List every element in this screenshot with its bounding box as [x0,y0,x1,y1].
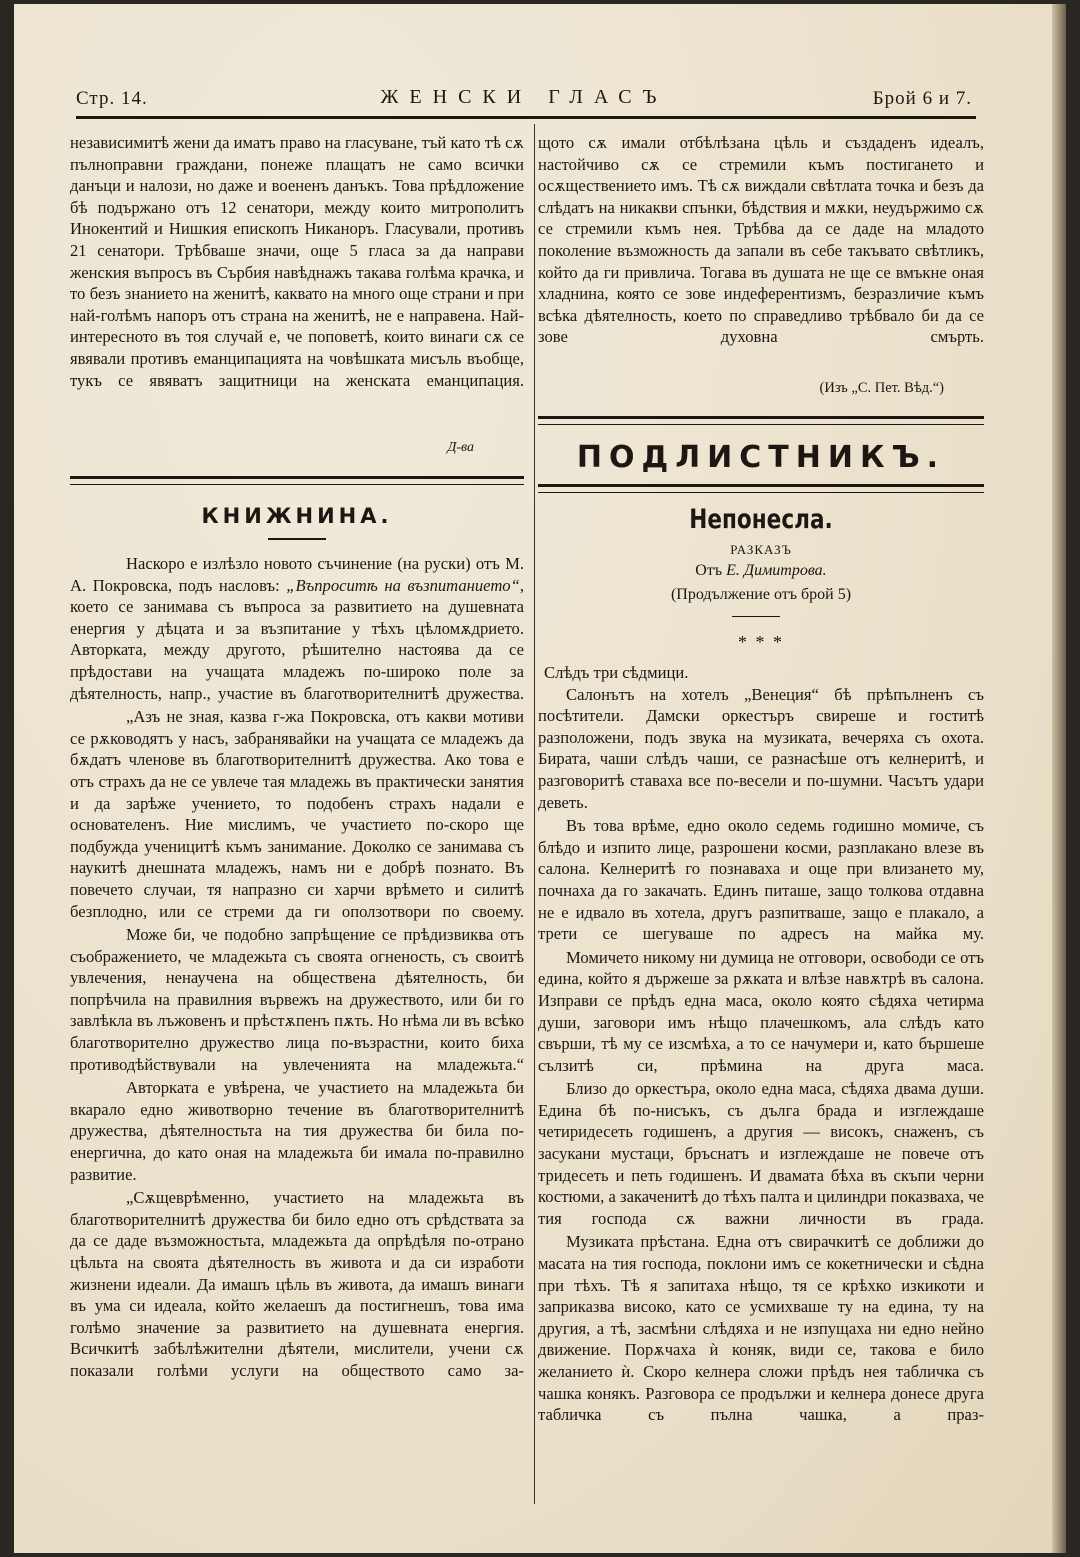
right-article-continuation [538,132,984,348]
story-paragraph-6: Музиката прѣстана. Една отъ свирачкитѣ се доближи до масата на тия господа, поклони имъ се кокетнически и сѣдна при тѣхъ. Тѣ я запитаха нѣщо, тя се крѣхко изкикоти и заприказва високо, като се усмихваше ту на едина, ту на другия, а тѣ, засмѣни слѣдяха и не изпущаха ни едно нейно движение. Порѫчаха ѝ коняк, види се, такова е било желанието ѝ. Скоро келнера сложи прѣдъ нея табличка съ чашка конякъ. Разговора се продължи и келнера донесе друга табличка съ пълна чашка, а праз- [538,1232,984,1425]
issue-number: Брой 6 и 7. [872,88,972,109]
story-paragraph-2: Салонътъ на хотелъ „Венеция“ бѣ прѣпълненъ съ посѣтители. Дамски оркестъръ свиреше и гоститѣ разположени, подъ звука на музиката, вечеряха съ охота. Бирата, чаши слѣдъ чаши, се разнасѣше отъ келнеритѣ, и разговоритѣ ставаха все по-весели и по-шумни. Часътъ удари деветь. [538,684,984,812]
story-paragraph-5: Близо до оркестъра, около една маса, сѣдяха двама души. Едина бѣ по-нисъкъ, съ дълга брада и изглеждаше четиридесеть годишенъ, а другия — високъ, снаженъ, съ засукани мустаци, бръснатъ и изглеждаше не повече отъ тридесеть и петь годишенъ. И двамата бѣха въ скъпи черни костюми, а закаченитѣ до тѣхъ палта и цилиндри показваха, че тия господа сѫ важни личности въ града. [538,1079,984,1228]
article-signature: Д-ва [447,440,474,455]
story-genre: РАЗКАЗЪ [730,542,792,557]
paragraph-quote-3: „Сѫщеврѣменно, участието на младежьта въ благотворителнитѣ дружества би било едно отъ срѣдствата за да се даде възможностьта, младежьта да опрѣдѣля по-отрано цѣльта на своята дѣятелность въ живота и да си изработи жизнени идеали. Да имашъ цѣль въ живота, да имашъ винаги въ ума си идеала, който желаешъ да постигнешъ, това има голѣмо значение за развитието на душевната енергия. Всичкитѣ забѣлѣжителни дѣятели, мислители, учени сѫ показали голѣми услуги на обществото само за- [70,1188,524,1380]
paragraph-intro-text-b: , което се занимава съ въпроса за развитието на душевната енергия у дѣцата и за възпитание у тѣхъ цѣломѫдрието. Авторката, между другото, рѣшително настоява да се прѣдостави на учащата младежъ по-широко поле за дѣятелность, напр., участие въ благотворителнитѣ дружества. [70,575,524,703]
story-continued-note: (Продължение отъ брой 5) [670,586,852,603]
paragraph-quote-1: „Азъ не зная, казва г-жа Покровска, отъ какви мотиви се рѫководятъ у насъ, забранявайки на учащата се младежъ да бѫдатъ членове въ благотворителнитѣ дружества. Ако това е отъ страхъ да не се увлече тая младежь въ практически занятия и да зарѣже учението, то подобенъ страхъ надали е основателенъ. Ние мислимъ, че участието по-скоро ще подбужда ученицитѣ къмъ занимание. Доколко се занимава съ наукитѣ днешната младежъ, намъ ни е добрѣ познато. Въ повечето случаи, тя напразно си харчи врѣмето и силитѣ безплодно, или се стреми да ги оползотвори по своему. [70,707,524,921]
article-source: (Изъ „С. Пет. Вѣд.“) [819,380,944,396]
section-title-podlistnik: ПОДЛИСТНИКЪ. [576,440,946,475]
section-rule-right-bottom [538,484,984,493]
header-rule [76,116,976,119]
article-continuation [70,132,524,391]
newspaper-page [14,4,1066,1553]
section-title-knizhnina: КНИЖНИНА. [201,504,393,528]
story-byline [538,562,984,580]
paragraph-quote-2: Може би, че подобно запрѣщение се прѣдизвиква отъ съображението, че младежьта съ своята огненость, съ своитѣ увлечения, ненаучена на обществена дѣятелность, би попрѣчила на правилния вървежъ на дружеството, или би го завлѣкла въ лъжовенъ и прѣстѫпенъ пѫть. Но нѣма ли въ всѣко благотворително дружество лица по-възрастни, които биха противодѣйствували на увлеченията на младежьта.“ [70,925,524,1074]
story-by-label: Отъ [695,562,723,579]
story-paragraph-4: Момичето никому ни думица не отговори, освободи се отъ едина, който я държеше за рѫката и влѣзе навѫтрѣ въ салона. Изправи се прѣдъ една маса, около която сѣдяха четирма души, заговори имъ нѣщо плачешкомъ, ала слѣдъ като свърши, тѣ му се изсмѣха, а то се начумери и, като бършеше сълзитѣ си, прѣмина на друга маса. [538,947,984,1075]
right-article-text: щото сѫ имали отбѣлѣзана цѣль и създаденъ идеалъ, настойчиво сѫ се стремили къмъ постигането и осѫществението имъ. Тѣ сѫ виждали свѣтлата точка и безъ да слѣдатъ на никакви спънки, бѣдствия и мѫки, неудържимо сѫ се стремили къмъ нея. Трѣбва да се даде на младото поколение възможность да запали въ себе такъвато свѣтликъ, който да ги привлича. Тогава въ душата не ще се вмъкне оная хладнина, която се зове индеферентизмъ, безразличие къмъ всѣка дѣятелность, което по справедливо трѣбвало би да се зове духовна смърть. [538,133,984,347]
book-title: „Въпроситѣ на възпитанието“ [286,575,520,595]
story-author: Е. Димитрова. [726,562,827,579]
story-paragraph-1: Слѣдъ три сѣдмици. [544,663,689,682]
knizhnina-body [70,553,524,1382]
section-rule [70,476,524,485]
paragraph-intro [70,553,524,704]
journal-title: ЖЕНСКИ ГЛАСЪ [380,86,668,108]
page-number: Стр. 14. [76,88,148,109]
story-body [538,662,984,1426]
article-continuation-text: независимитѣ жени да иматъ право на гласуване, тъй като тѣ сѫ пълноправни граждани, понеже плащатъ не само всички данъци и налози, но даже и воененъ данъкъ. Това прѣдложение бѣ подържано отъ 12 сенатори, между които митрополитъ Инокентий и Нишкия епископъ Никаноръ. Гласували, противъ 21 сенатори. Трѣбваше значи, още 5 гласа за да направи женския въпросъ въ Сърбия навѣднажъ такава голѣма крачка, и то безъ знанието на женитѣ, каквато на много още страни и при най-голѣмъ напоръ отъ страна на женитѣ, не е направена. Най-интересното въ тоя случай е, че поповетѣ, които винаги сѫ се явявали противъ еманципацията на човѣшката мисъль въобще, тукъ се явяватъ защитници на женската еманципация. [70,133,524,390]
page-header [76,84,972,114]
paragraph-author-opinion: Авторката е увѣрена, че участието на младежьта би вкарало едно животворно течение въ благотворителнитѣ дружества, дѣятелностьта на тия дружества би била по-енергична, до като оная на младежьта би имала по-правилно развитие. [70,1078,524,1184]
title-underline [268,538,326,540]
section-rule-right [538,416,984,425]
column-divider [534,124,535,1504]
story-small-rule [732,616,780,617]
story-paragraph-3: Въ това врѣме, едно около седемь годишно момиче, съ блѣдо и изпито лице, разрошени косми, разплакано влезе въ салона. Келнеритѣ го познаваха и още при влизането му, почнаха да го закачать. Единъ питаше, защо толкова отдавна не е идвало въ хотела, другъ разпитваше, защо е плакало, а трети се шегуваше по адресъ на майка му. [538,816,984,944]
page-spine-shadow [1052,4,1066,1553]
story-title: Непонесла. [689,504,833,535]
story-ornament: * * * [738,632,784,652]
paragraph-intro-text-a: Наскоро е излѣзло новото съчинение (на руски) отъ М. А. Покровска, подъ насловъ: [70,554,524,595]
